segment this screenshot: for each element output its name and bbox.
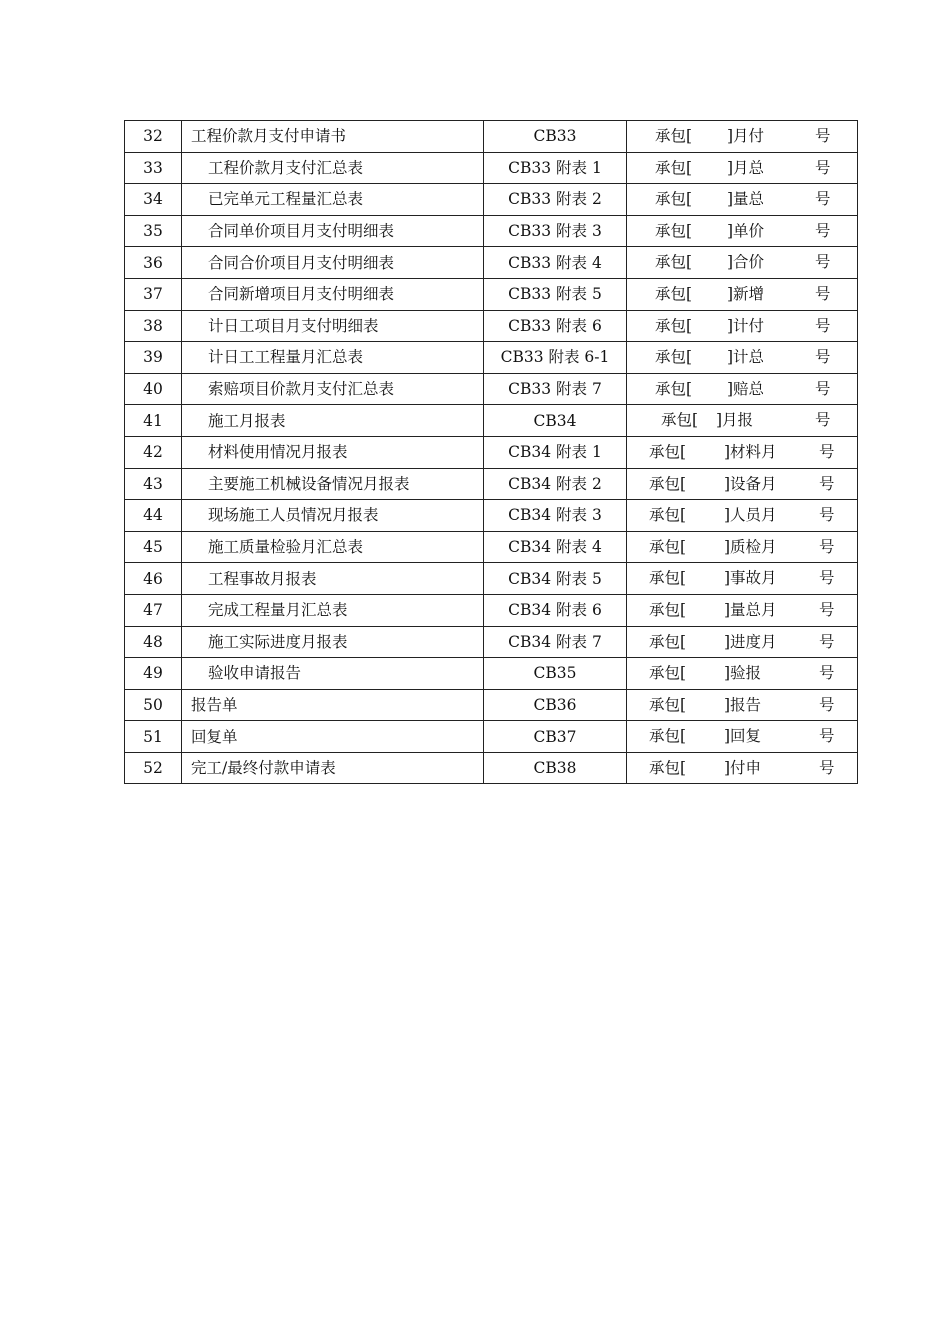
number-suffix: ]验报 xyxy=(724,664,762,683)
row-number: 41 xyxy=(125,405,182,437)
table-row xyxy=(125,594,858,626)
number-suffix: ]进度月 xyxy=(724,632,777,651)
number-suffix: ]事故月 xyxy=(724,569,777,588)
form-index-table xyxy=(124,120,858,784)
row-number: 32 xyxy=(125,121,182,153)
document-number-format xyxy=(627,310,858,342)
document-number-format xyxy=(627,626,858,658)
number-suffix: ]计付 xyxy=(727,316,765,335)
row-number: 45 xyxy=(125,531,182,563)
document-number-format xyxy=(627,405,858,437)
number-suffix: ]材料月 xyxy=(724,442,777,461)
form-name-cell xyxy=(182,721,484,753)
table-row xyxy=(125,563,858,595)
form-name-cell xyxy=(182,594,484,626)
form-name: 已完单元工程量汇总表 xyxy=(208,190,364,209)
form-name: 工程价款月支付汇总表 xyxy=(208,158,364,177)
table-row xyxy=(125,342,858,374)
table-row xyxy=(125,278,858,310)
form-name-cell xyxy=(182,373,484,405)
form-name: 计日工项目月支付明细表 xyxy=(208,316,379,335)
form-code: CB34 附表 3 xyxy=(484,500,627,532)
form-code: CB34 附表 7 xyxy=(484,626,627,658)
document-number-format xyxy=(627,563,858,595)
number-prefix: 承包[ xyxy=(649,758,687,777)
number-suffix: ]量总 xyxy=(727,190,765,209)
form-code: CB34 附表 6 xyxy=(484,594,627,626)
number-suffix: ]设备月 xyxy=(724,474,777,493)
number-end: 号 xyxy=(815,348,831,367)
number-end: 号 xyxy=(819,695,835,714)
row-number: 50 xyxy=(125,689,182,721)
number-end: 号 xyxy=(815,316,831,335)
document-number-format xyxy=(627,721,858,753)
row-number: 47 xyxy=(125,594,182,626)
row-number: 52 xyxy=(125,752,182,784)
form-code: CB35 xyxy=(484,658,627,690)
form-name: 合同合价项目月支付明细表 xyxy=(208,253,395,272)
form-name-cell xyxy=(182,626,484,658)
number-suffix: ]人员月 xyxy=(724,506,777,525)
number-suffix: ]计总 xyxy=(727,348,765,367)
row-number: 51 xyxy=(125,721,182,753)
number-end: 号 xyxy=(815,158,831,177)
number-end: 号 xyxy=(819,474,835,493)
number-end: 号 xyxy=(819,664,835,683)
table-row xyxy=(125,658,858,690)
row-number: 35 xyxy=(125,215,182,247)
number-suffix: ]赔总 xyxy=(727,379,765,398)
number-suffix: ]月付 xyxy=(727,127,765,145)
form-code: CB34 附表 1 xyxy=(484,436,627,468)
document-number-format xyxy=(627,436,858,468)
form-name: 合同单价项目月支付明细表 xyxy=(208,222,395,241)
row-number: 34 xyxy=(125,184,182,216)
form-code: CB33 附表 2 xyxy=(484,184,627,216)
number-prefix: 承包[ xyxy=(655,221,693,240)
number-prefix: 承包[ xyxy=(655,158,693,177)
document-number-format xyxy=(627,152,858,184)
form-name: 施工月报表 xyxy=(208,411,286,430)
number-end: 号 xyxy=(819,569,835,588)
number-prefix: 承包[ xyxy=(649,537,687,556)
number-end: 号 xyxy=(819,506,835,525)
document-number-format xyxy=(627,689,858,721)
row-number: 48 xyxy=(125,626,182,658)
document-number-format xyxy=(627,594,858,626)
form-name-cell xyxy=(182,689,484,721)
number-prefix: 承包[ xyxy=(649,695,687,714)
document-number-format xyxy=(627,752,858,784)
number-prefix: 承包[ xyxy=(649,632,687,651)
number-prefix: 承包[ xyxy=(661,411,699,430)
document-number-format xyxy=(627,247,858,279)
form-name: 施工实际进度月报表 xyxy=(208,632,348,651)
number-suffix: ]付申 xyxy=(724,758,762,777)
form-name-cell xyxy=(182,278,484,310)
form-name-cell xyxy=(182,342,484,374)
form-code: CB33 附表 7 xyxy=(484,373,627,405)
number-end: 号 xyxy=(819,727,835,746)
form-code: CB34 xyxy=(484,405,627,437)
table-row xyxy=(125,468,858,500)
form-name: 计日工工程量月汇总表 xyxy=(208,348,364,367)
row-number: 44 xyxy=(125,500,182,532)
document-number-format xyxy=(627,531,858,563)
form-name: 索赔项目价款月支付汇总表 xyxy=(208,380,395,399)
form-name-cell xyxy=(182,436,484,468)
form-name-cell xyxy=(182,152,484,184)
row-number: 43 xyxy=(125,468,182,500)
number-prefix: 承包[ xyxy=(655,316,693,335)
form-name: 工程价款月支付申请书 xyxy=(191,127,347,146)
table-row xyxy=(125,626,858,658)
form-code: CB33 xyxy=(484,121,627,153)
table-row xyxy=(125,121,858,153)
form-name-cell xyxy=(182,468,484,500)
number-suffix: ]单价 xyxy=(727,221,765,240)
form-code: CB33 附表 5 xyxy=(484,278,627,310)
form-code: CB33 附表 1 xyxy=(484,152,627,184)
form-name-cell xyxy=(182,184,484,216)
number-prefix: 承包[ xyxy=(655,348,693,367)
form-code: CB33 附表 3 xyxy=(484,215,627,247)
form-code: CB33 附表 6-1 xyxy=(484,342,627,374)
table-row xyxy=(125,247,858,279)
number-end: 号 xyxy=(815,379,831,398)
row-number: 49 xyxy=(125,658,182,690)
form-code: CB34 附表 5 xyxy=(484,563,627,595)
form-name: 主要施工机械设备情况月报表 xyxy=(208,474,410,493)
table-row xyxy=(125,152,858,184)
number-end: 号 xyxy=(815,284,831,303)
form-code: CB34 附表 4 xyxy=(484,531,627,563)
form-code: CB34 附表 2 xyxy=(484,468,627,500)
number-end: 号 xyxy=(815,253,831,272)
number-prefix: 承包[ xyxy=(655,127,693,145)
form-name: 材料使用情况月报表 xyxy=(208,443,348,462)
number-end: 号 xyxy=(819,758,835,777)
form-name: 工程事故月报表 xyxy=(208,569,317,588)
number-prefix: 承包[ xyxy=(649,506,687,525)
form-name-cell xyxy=(182,500,484,532)
number-suffix: ]质检月 xyxy=(724,537,777,556)
number-suffix: ]回复 xyxy=(724,727,762,746)
form-name-cell xyxy=(182,752,484,784)
table-row xyxy=(125,215,858,247)
form-code: CB38 xyxy=(484,752,627,784)
number-end: 号 xyxy=(815,190,831,209)
form-name-cell xyxy=(182,121,484,153)
document-number-format xyxy=(627,184,858,216)
number-prefix: 承包[ xyxy=(649,664,687,683)
table-row xyxy=(125,752,858,784)
number-end: 号 xyxy=(819,537,835,556)
form-code: CB37 xyxy=(484,721,627,753)
number-prefix: 承包[ xyxy=(655,253,693,272)
form-name-cell xyxy=(182,405,484,437)
table-body xyxy=(125,121,858,784)
number-suffix: ]新增 xyxy=(727,284,765,303)
number-suffix: ]月报 xyxy=(716,411,754,430)
table-row xyxy=(125,531,858,563)
row-number: 40 xyxy=(125,373,182,405)
form-name: 回复单 xyxy=(191,727,238,746)
number-end: 号 xyxy=(815,127,831,145)
number-suffix: ]报告 xyxy=(724,695,762,714)
form-code: CB33 附表 4 xyxy=(484,247,627,279)
form-name: 报告单 xyxy=(191,695,238,714)
number-prefix: 承包[ xyxy=(655,190,693,209)
number-end: 号 xyxy=(819,600,835,619)
document-number-format xyxy=(627,373,858,405)
row-number: 39 xyxy=(125,342,182,374)
form-name-cell xyxy=(182,247,484,279)
form-name-cell xyxy=(182,310,484,342)
row-number: 36 xyxy=(125,247,182,279)
table-row xyxy=(125,721,858,753)
document-number-format xyxy=(627,468,858,500)
form-name: 完成工程量月汇总表 xyxy=(208,601,348,620)
number-prefix: 承包[ xyxy=(649,442,687,461)
number-prefix: 承包[ xyxy=(655,379,693,398)
number-end: 号 xyxy=(819,632,835,651)
form-name-cell xyxy=(182,215,484,247)
number-end: 号 xyxy=(819,442,835,461)
document-number-format xyxy=(627,500,858,532)
row-number: 46 xyxy=(125,563,182,595)
number-prefix: 承包[ xyxy=(655,284,693,303)
document-number-format xyxy=(627,278,858,310)
form-name: 合同新增项目月支付明细表 xyxy=(208,285,395,304)
table-row xyxy=(125,436,858,468)
table-row xyxy=(125,310,858,342)
number-prefix: 承包[ xyxy=(649,569,687,588)
form-name: 现场施工人员情况月报表 xyxy=(208,506,379,525)
row-number: 42 xyxy=(125,436,182,468)
row-number: 38 xyxy=(125,310,182,342)
number-end: 号 xyxy=(815,411,831,430)
number-suffix: ]量总月 xyxy=(724,600,777,619)
number-suffix: ]月总 xyxy=(727,158,765,177)
table-row xyxy=(125,689,858,721)
document-number-format xyxy=(627,658,858,690)
form-code: CB36 xyxy=(484,689,627,721)
form-name-cell xyxy=(182,563,484,595)
form-name-cell xyxy=(182,658,484,690)
number-end: 号 xyxy=(815,221,831,240)
document-number-format xyxy=(627,121,858,153)
table-row xyxy=(125,184,858,216)
form-name: 施工质量检验月汇总表 xyxy=(208,538,364,557)
document-number-format xyxy=(627,342,858,374)
form-name: 验收申请报告 xyxy=(208,664,302,683)
form-name: 完工/最终付款申请表 xyxy=(191,759,336,778)
table-row xyxy=(125,500,858,532)
number-suffix: ]合价 xyxy=(727,253,765,272)
number-prefix: 承包[ xyxy=(649,727,687,746)
row-number: 33 xyxy=(125,152,182,184)
form-code: CB33 附表 6 xyxy=(484,310,627,342)
table-row xyxy=(125,373,858,405)
number-prefix: 承包[ xyxy=(649,600,687,619)
form-name-cell xyxy=(182,531,484,563)
row-number: 37 xyxy=(125,278,182,310)
table-row xyxy=(125,405,858,437)
document-number-format xyxy=(627,215,858,247)
number-prefix: 承包[ xyxy=(649,474,687,493)
